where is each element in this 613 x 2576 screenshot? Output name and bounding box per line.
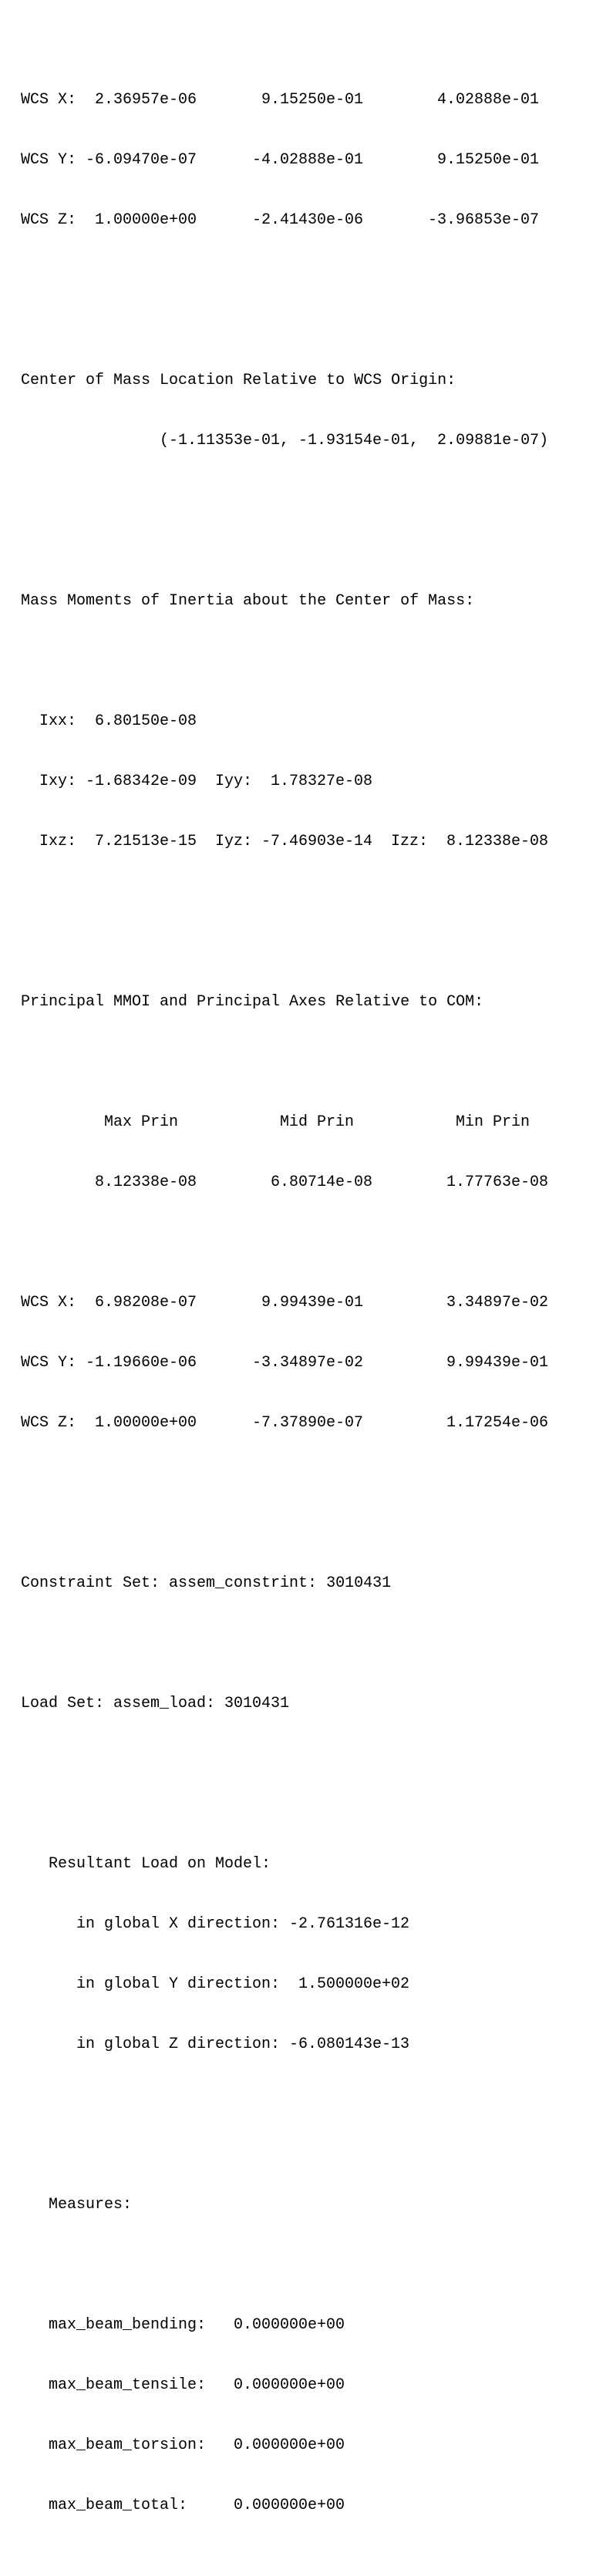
column-header: Max Prin <box>104 1113 179 1131</box>
axis-value: -4.02888e-01 <box>252 151 364 169</box>
load-set: Load Set: assem_load: 3010431 <box>21 1695 290 1712</box>
axis-value: 4.02888e-01 <box>428 91 540 109</box>
axis-value: 3.34897e-02 <box>437 1294 549 1312</box>
inertia-label: Iyy: <box>215 773 253 790</box>
measure-label: max_beam_total: <box>49 2497 188 2514</box>
principal-heading: Principal MMOI and Principal Axes Relative to COM: <box>21 993 484 1011</box>
measure-value: 0.000000e+00 <box>234 2376 345 2394</box>
measure-value: 0.000000e+00 <box>234 2497 345 2514</box>
axis-value: 9.15250e-01 <box>428 151 540 169</box>
principal-axis-row-z <box>21 1413 549 1433</box>
principal-axis-row-x <box>21 1293 549 1313</box>
axis-value: -7.37890e-07 <box>252 1414 364 1432</box>
axis-label: WCS Z: <box>21 1414 77 1432</box>
resultant-heading-row <box>21 1854 483 1874</box>
inertia-label: Izz: <box>391 833 429 850</box>
axes-row-z <box>21 210 540 231</box>
axis-value: 6.98208e-07 <box>86 1294 197 1312</box>
inertia-value: 1.78327e-08 <box>261 773 373 790</box>
axis-label: WCS Z: <box>21 211 77 229</box>
principal-value: 8.12338e-08 <box>95 1174 197 1191</box>
resultant-value: 1.500000e+02 <box>289 1975 410 1993</box>
com-value: (-1.11353e-01, -1.93154e-01, 2.09881e-07) <box>160 432 549 450</box>
axes-row-x <box>21 90 540 110</box>
axis-value: -3.96853e-07 <box>428 211 540 229</box>
measure-label: max_beam_tensile: <box>49 2376 207 2394</box>
resultant-row <box>21 2035 483 2055</box>
axis-label: WCS Y: <box>21 151 77 169</box>
inertia-label: Ixx: <box>39 712 77 730</box>
mmoi-row <box>21 772 483 792</box>
principal-values <box>21 1173 549 1193</box>
inertia-value: 6.80150e-08 <box>86 712 197 730</box>
axis-label: WCS X: <box>21 91 77 109</box>
axis-value: -6.09470e-07 <box>86 151 197 169</box>
mmoi-row <box>21 712 483 732</box>
axis-value: -1.19660e-06 <box>86 1354 197 1372</box>
constraint-set: Constraint Set: assem_constrint: 3010431 <box>21 1574 392 1592</box>
inertia-value: 7.21513e-15 <box>86 833 197 850</box>
axis-value: 9.99439e-01 <box>437 1354 549 1372</box>
com-value-row <box>21 431 549 451</box>
column-header: Min Prin <box>456 1113 530 1131</box>
axis-value: -2.41430e-06 <box>252 211 364 229</box>
axis-value: -3.34897e-02 <box>252 1354 364 1372</box>
inertia-value: -1.68342e-09 <box>86 773 197 790</box>
principal-headers <box>21 1113 530 1133</box>
axis-value: 9.99439e-01 <box>252 1294 364 1312</box>
measure-value: 0.000000e+00 <box>234 2436 345 2454</box>
axis-label: WCS Y: <box>21 1354 77 1372</box>
mmoi-row <box>21 832 549 852</box>
resultant-label: in global X direction: <box>76 1915 281 1933</box>
axis-value: 1.00000e+00 <box>86 211 197 229</box>
resultant-value: -2.761316e-12 <box>289 1915 410 1933</box>
principal-value: 1.77763e-08 <box>446 1174 549 1191</box>
measure-label: max_beam_bending: <box>49 2316 207 2334</box>
measures-heading-row <box>21 2195 483 2215</box>
principal-axis-row-y <box>21 1353 549 1373</box>
measure-row <box>21 2436 483 2456</box>
measures-heading: Measures: <box>49 2196 133 2214</box>
inertia-label: Iyz: <box>215 833 253 850</box>
analysis-report <box>21 10 549 2536</box>
axis-value: 2.36957e-06 <box>86 91 197 109</box>
measure-label: max_beam_torsion: <box>49 2436 207 2454</box>
measure-row <box>21 2315 483 2335</box>
axis-value: 9.15250e-01 <box>252 91 364 109</box>
measure-row <box>21 2496 483 2516</box>
inertia-value: 8.12338e-08 <box>437 833 549 850</box>
resultant-label: in global Y direction: <box>76 1975 281 1993</box>
mmoi-heading: Mass Moments of Inertia about the Center of Mass: <box>21 592 475 610</box>
column-header: Mid Prin <box>280 1113 355 1131</box>
measure-row <box>21 2376 483 2396</box>
principal-value: 6.80714e-08 <box>271 1174 373 1191</box>
com-heading: Center of Mass Location Relative to WCS Origin: <box>21 372 456 389</box>
resultant-row <box>21 1914 483 1935</box>
inertia-label: Ixy: <box>39 773 77 790</box>
axes-row-y <box>21 150 540 170</box>
measure-value: 0.000000e+00 <box>234 2316 345 2334</box>
axis-value: 1.17254e-06 <box>437 1414 549 1432</box>
axis-label: WCS X: <box>21 1294 77 1312</box>
resultant-label: in global Z direction: <box>76 2036 281 2053</box>
resultant-heading: Resultant Load on Model: <box>49 1855 271 1873</box>
resultant-row <box>21 1975 483 1995</box>
inertia-label: Ixz: <box>39 833 77 850</box>
inertia-value: -7.46903e-14 <box>261 833 373 850</box>
resultant-value: -6.080143e-13 <box>289 2036 410 2053</box>
axis-value: 1.00000e+00 <box>86 1414 197 1432</box>
